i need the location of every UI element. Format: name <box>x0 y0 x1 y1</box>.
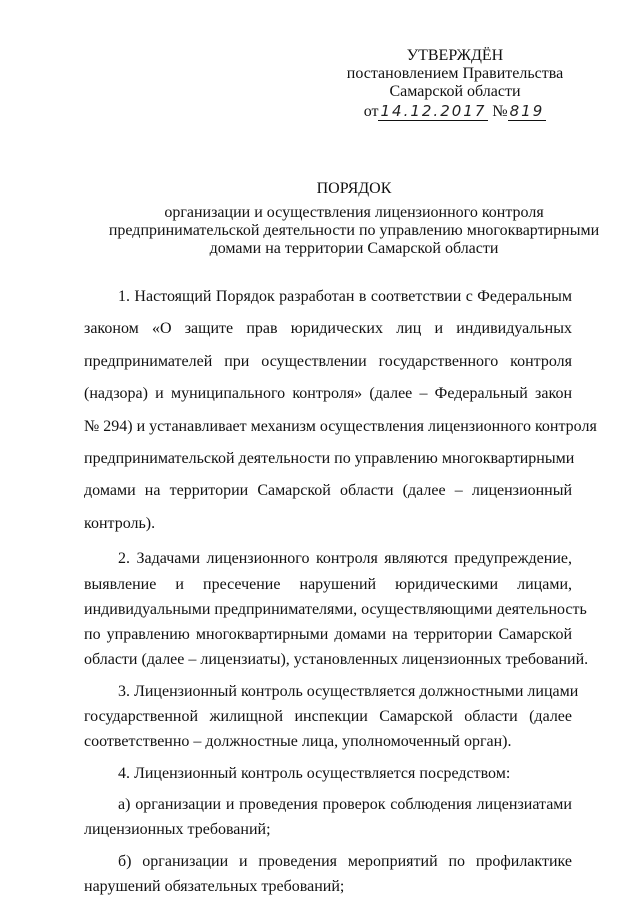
paragraph <box>84 679 579 755</box>
title-heading: ПОРЯДОК <box>316 180 392 197</box>
paragraph-line: № 294) и устанавливает механизм осуществления лицензионного контроля <box>84 417 597 435</box>
paragraph-line: соответственно – должностные лица, уполномоченный орган). <box>84 733 512 751</box>
paragraph <box>84 849 572 900</box>
paragraph-line: по управлению многоквартирными домами на территории Самарской <box>84 626 572 644</box>
paragraph-line: б) организации и проведения мероприятий по профилактике <box>118 852 572 870</box>
paragraph-line: 2. Задачами лицензионного контроля являются предупреждение, <box>118 550 572 568</box>
title-subtitle-2: предпринимательской деятельности по управлению многоквартирными <box>108 222 600 239</box>
paragraph-line: 1. Настоящий Порядок разработан в соответствии с Федеральным <box>118 288 572 305</box>
paragraph-line: домами на территории Самарской области (далее – лицензионный <box>84 482 572 500</box>
paragraph-line: предпринимательской деятельности по управлению многоквартирными <box>84 450 575 468</box>
approved-label: УТВЕРЖДЁН <box>406 47 504 64</box>
approved-region: Самарской области <box>389 83 521 100</box>
paragraph-line: государственной жилищной инспекции Самарской области (далее <box>84 708 572 726</box>
paragraph-line: законом «О защите прав юридических лиц и индивидуальных <box>84 320 572 338</box>
paragraph <box>84 761 572 786</box>
paragraph-line: 4. Лицензионный контроль осуществляется посредством: <box>118 764 511 782</box>
paragraph-line: нарушений обязательных требований; <box>84 877 345 895</box>
date-prefix: от <box>363 103 379 120</box>
title-subtitle-3: домами на территории Самарской области <box>209 240 499 257</box>
paragraph <box>84 792 572 843</box>
approved-by: постановлением Правительства <box>346 65 564 82</box>
paragraph-line: выявление и пресечение нарушений юридическими лицами, <box>84 575 572 593</box>
approval-number: 819 <box>509 102 545 120</box>
paragraph-line: 3. Лицензионный контроль осуществляется должностными лицами <box>118 682 579 700</box>
document-title <box>100 180 608 258</box>
approval-block <box>340 47 570 121</box>
paragraph-line: предпринимателей при осуществлении государственного контроля <box>84 352 572 370</box>
paragraph <box>84 546 589 672</box>
title-subtitle-1: организации и осуществления лицензионного контроля <box>164 204 544 221</box>
paragraph-line: области (далее – лицензиаты), установленных лицензионных требований. <box>84 651 589 669</box>
paragraph-line: индивидуальными предпринимателями, осуществляющими деятельность <box>84 600 587 618</box>
paragraph-line: лицензионных требований; <box>84 821 271 839</box>
approval-date-line <box>340 102 570 121</box>
paragraph-line: (надзора) и муниципального контроля» (далее – Федеральный закон <box>84 385 572 403</box>
number-prefix: № <box>492 103 508 120</box>
paragraph <box>84 281 597 540</box>
paragraph-line: контроль). <box>84 514 156 532</box>
document-body <box>84 281 597 905</box>
approval-date: 14.12.2017 <box>380 102 487 120</box>
paragraph-line: а) организации и проведения проверок соблюдения лицензиатами <box>118 795 572 813</box>
